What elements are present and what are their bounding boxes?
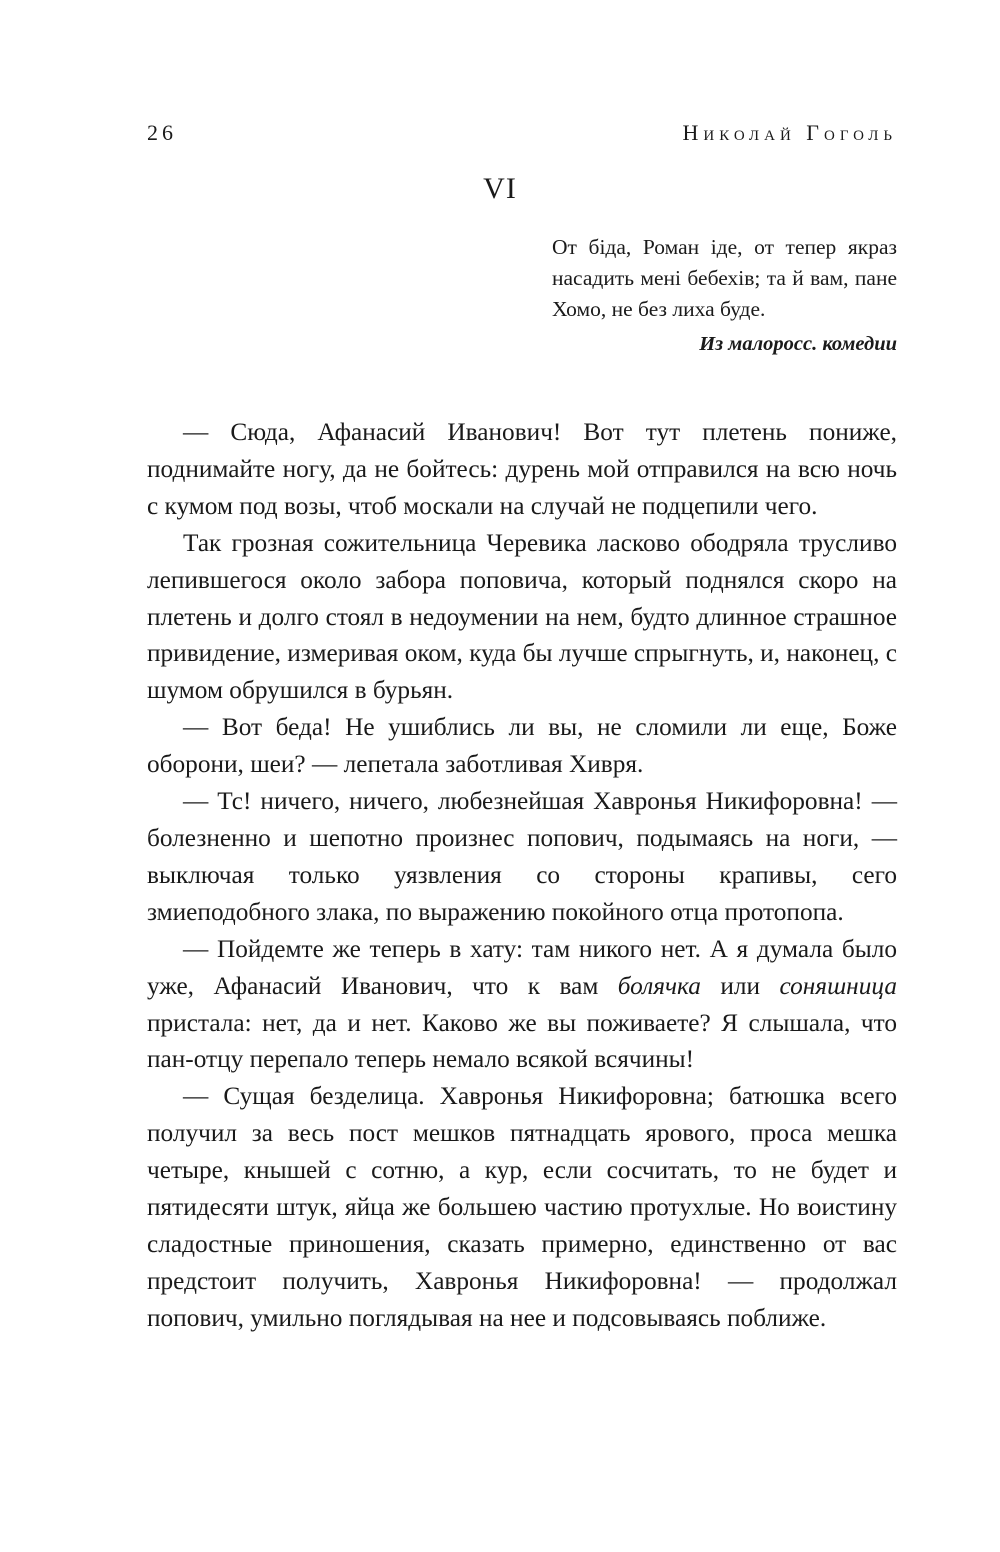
- paragraph-text: или: [700, 971, 780, 1000]
- running-head: [147, 120, 897, 152]
- paragraph: — Тс! ничего, ничего, любезнейшая Хавронья Никифоровна! — болезненно и шепотно произнес попович, подымаясь на ноги, — выключая только уязвления со стороны крапивы, сего змиеподобного злака, по выражению покойного отца протопопа.: [147, 787, 897, 926]
- chapter-number: VI: [483, 172, 517, 205]
- body-text: [147, 414, 897, 1337]
- paragraph-text: пристала: нет, да и нет. Каково же вы поживаете? Я слышала, что пан-отцу перепало теперь немало всякой всячины!: [147, 1008, 897, 1074]
- paragraph: Так грозная сожительница Черевика ласково ободряла трусливо лепившегося около забора поповича, который поднялся скоро на плетень и долго стоял в недоумении на нем, будто длинное страшное привидение, измеривая оком, куда бы лучше спрыгнуть, и, наконец, с шумом обрушился в бурьян.: [147, 528, 897, 705]
- paragraph: — Сюда, Афанасий Иванович! Вот тут плетень пониже, поднимайте ногу, да не бойтесь: дурень мой отправился на всю ночь с кумом под возы, чтоб москали на случай не подцепили чего.: [147, 418, 897, 520]
- paragraph: — Вот беда! Не ушиблись ли вы, не сломили ли еще, Боже оборони, шеи? — лепетала заботливая Хивря.: [147, 713, 897, 779]
- epigraph-text: От біда, Роман іде, от тепер якраз насадить мені бебехів; та й вам, пане Хомо, не без лиха буде.: [552, 235, 897, 321]
- running-title-author: Николай Гоголь: [682, 120, 897, 145]
- emphasis-word: болячка: [617, 971, 701, 1000]
- emphasis-word: соняшница: [779, 971, 897, 1000]
- paragraph-text: — Пойдемте же теперь в хату: там никого нет. А я думала было уже, Афанасий Иванович, что к вам: [147, 934, 897, 1000]
- page-number: 26: [147, 120, 177, 145]
- paragraph: — Сущая безделица. Хавронья Никифоровна; батюшка всего получил за весь пост мешков пятнадцать ярового, проса мешка четыре, кнышей с сотню, а кур, если сосчитать, то не будет и пятидесяти штук, яйца же большею частию протухлые. Но воистину сладостные приношения, сказать примерно, единственно от вас предстоит получить, Хавронья Никифоровна! — продолжал попович, умильно поглядывая на нее и подсовываясь поближе.: [147, 1082, 897, 1332]
- epigraph-source: Из малоросс. комедии: [699, 333, 897, 355]
- paragraph: [147, 931, 897, 1079]
- epigraph: [552, 232, 897, 360]
